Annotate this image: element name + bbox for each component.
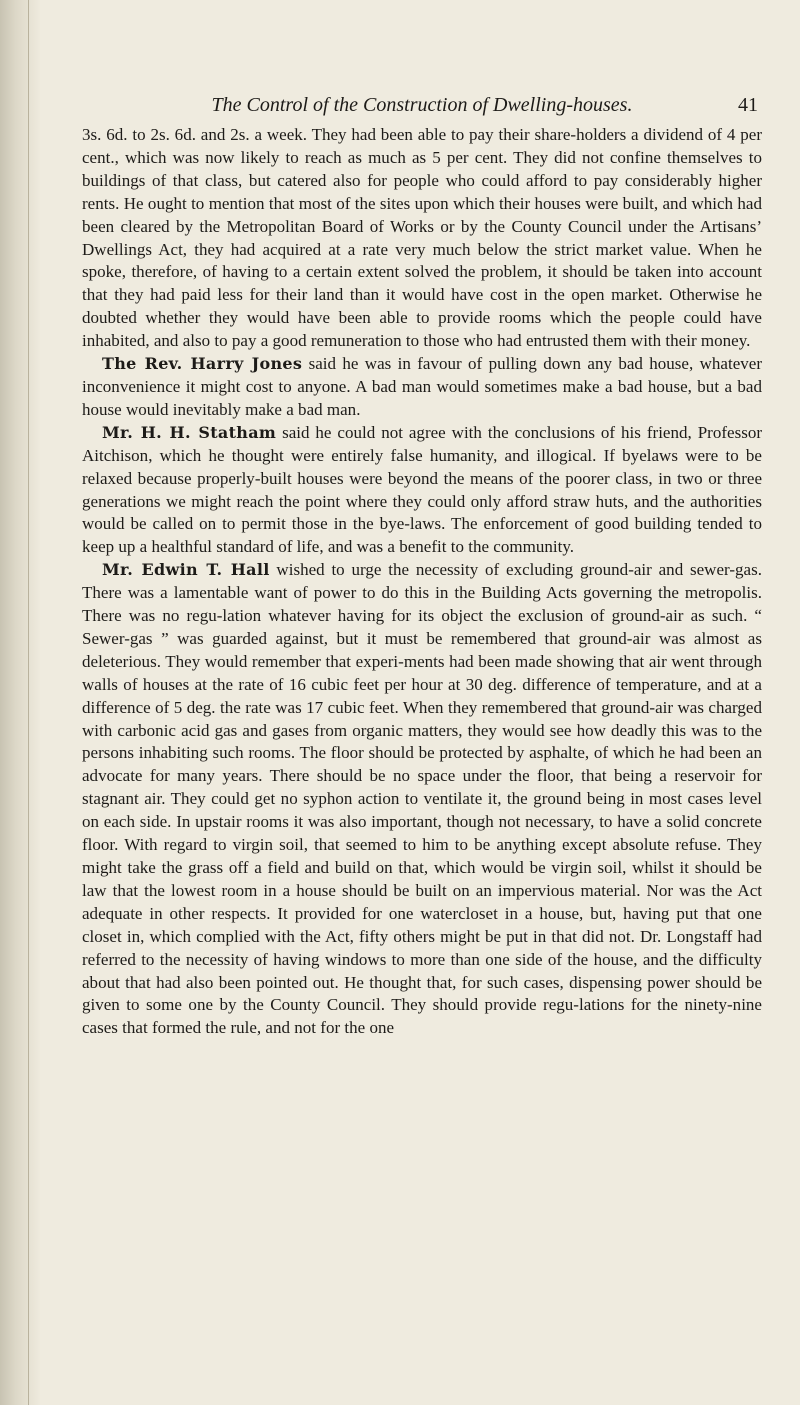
running-title: The Control of the Construction of Dwelling-houses. <box>211 94 633 116</box>
paragraph-text: wished to urge the necessity of excluding ground-air and sewer-gas. There was a lamentable want of power to do this in the Building Acts governing the metropolis. There was no regu-lation whatever having for its object the exclusion of ground-air as such. “ Sewer-gas ” was guarded against, but it must be remembered that ground-air was almost as deleterious. They would remember that experi-ments had been made showing that air went through walls of houses at the rate of 16 cubic feet per hour at 30 deg. difference of temperature, and at a difference of 5 deg. the rate was 17 cubic feet. When they remembered that ground-air was charged with carbonic acid gas and gases from organic matters, they would see how deadly this was to the persons inhabiting such rooms. The floor should be protected by asphalte, of which he had been an advocate for many years. There should be no space under the floor, that being a reservoir for stagnant air. They could get no syphon action to ventilate it, the ground being in most cases level on each side. In upstair rooms it was also important, though not necessary, to have a solid concrete floor. With regard to virgin soil, that seemed to him to be anything except absolute refuse. They might take the grass off a field and build on that, which would be virgin soil, whilst it should be law that the lowest room in a house should be built on an impervious material. Nor was the Act adequate in other respects. It provided for one watercloset in a house, but, having put that one closet in, which complied with the Act, fifty others might be put in that did not. Dr. Longstaff had referred to the necessity of having windows to more than one side of the house, and the difficulty about that had also been pointed out. He thought that, for such cases, dispensing power should be given to some one by the County Council. They should provide regu-lations for the ninety-nine cases that formed the rule, and not for the one <box>82 560 762 1038</box>
paragraph-text: 3s. 6d. to 2s. 6d. and 2s. a week. They had been able to pay their share-holders a dividend of 4 per cent., which was now likely to reach as much as 5 per cent. They did not confine themselves to buildings of that class, but catered also for people who could afford to pay considerably higher rents. He ought to mention that most of the sites upon which their houses were built, and which had been cleared by the Metropolitan Board of Works or by the County Council under the Artisans’ Dwellings Act, they had acquired at a rate very much below the strict market value. When he spoke, therefore, of having to a certain extent solved the problem, it should be taken into account that they had paid less for their land than it would have cost in the open market. Otherwise he doubted whether they would have been able to provide rooms which the people could have inhabited, and also to pay a good remuneration to those who had entrusted them with their money. <box>82 125 762 351</box>
book-page <box>82 92 762 1040</box>
paragraph-text: said he was in favour of pulling down any bad house, whatever inconvenience it might cost to anyone. A bad man would sometimes make a bad house, but a bad house would inevitably make a bad man. <box>82 354 762 419</box>
page-body <box>82 124 762 1040</box>
speaker-name: The Rev. Harry Jones <box>102 354 303 374</box>
paragraph-text: said he could not agree with the conclusions of his friend, Professor Aitchison, which he thought were entirely false humanity, and illogical. If byelaws were to be relaxed because properly-built houses were beyond the means of the poorer class, in two or three generations we might reach the point where they could only afford straw huts, and the authorities would be called on to permit those in the bye-laws. The enforcement of good building tended to keep up a healthful standard of life, and was a benefit to the community. <box>82 422 763 557</box>
paragraph-harry-jones <box>82 353 762 422</box>
paragraph-edwin-hall <box>82 559 762 1040</box>
paragraph-statham <box>82 422 762 559</box>
binding-gutter <box>0 0 40 1405</box>
speaker-name: Mr. H. H. Statham <box>102 422 277 442</box>
paragraph-continuation <box>82 124 762 353</box>
page-number: 41 <box>738 94 758 116</box>
binding-edge <box>28 0 29 1405</box>
running-head <box>82 92 762 122</box>
speaker-name: Mr. Edwin T. Hall <box>102 560 270 580</box>
